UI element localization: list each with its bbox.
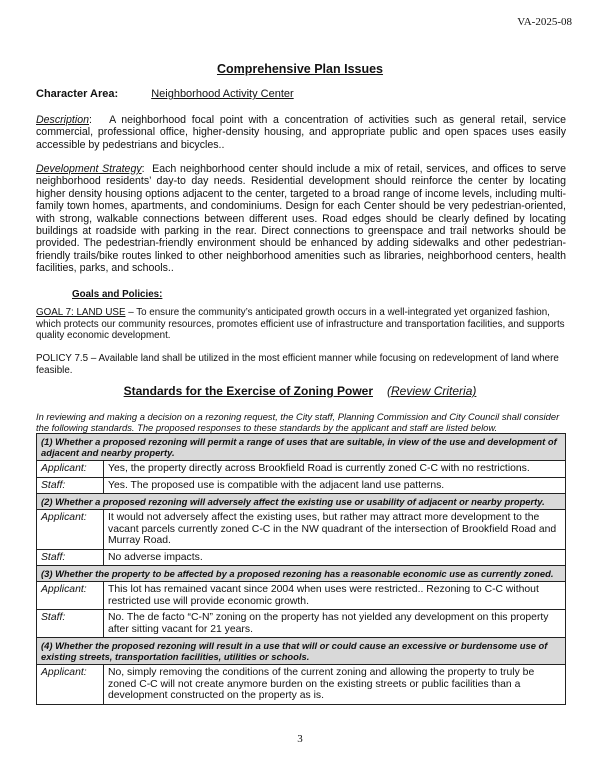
staff-label: Staff: [37, 477, 104, 494]
standards-subtitle: (Review Criteria) [387, 384, 477, 398]
description-label: Description [36, 114, 89, 126]
applicant-label: Applicant: [37, 510, 104, 550]
criteria-table [36, 433, 566, 705]
character-area-label: Character Area [36, 88, 115, 100]
applicant-response: It would not adversely affect the existing uses, but rather may attract more development to the vacant parcels currently zoned C-C in the NW quadrant of the intersection of Brookfield Road and Murray Road. [104, 510, 566, 550]
criterion-question: (3) Whether the property to be affected by a proposed rezoning has a reasonable economic use as currently zoned. [37, 566, 566, 582]
goal-label: GOAL 7: LAND USE [36, 307, 126, 318]
criterion-question: (1) Whether a proposed rezoning will permit a range of uses that are suitable, in view of the use and development of adjacent and nearby property. [37, 434, 566, 461]
description-text: A neighborhood focal point with a concentration of activities such as general retail, service commercial, professional office, higher-density housing, and appropriate public and open spaces uses easily accessible by pedestrians and bicycles.. [36, 114, 566, 151]
table-row [37, 582, 566, 610]
goal-text: – To ensure the community’s anticipated growth occurs in a well-integrated yet organized fashion, which protects our community resources, promotes efficient use of infrastructure and transportation facilities, and supports quality economic development. [36, 307, 565, 342]
staff-label: Staff: [37, 549, 104, 566]
staff-response: Yes. The proposed use is compatible with the adjacent land use patterns. [104, 477, 566, 494]
table-row [37, 665, 566, 705]
goal-paragraph [36, 307, 566, 342]
document-id: VA-2025-08 [517, 16, 572, 28]
table-row [37, 477, 566, 494]
description-paragraph: Description: A neighborhood focal point with a concentration of activities such as general retail, service commercial, professional office, higher-density housing, and appropriate public and open spaces uses easily accessible by pedestrians and bicycles.. [36, 114, 566, 151]
policy-paragraph: POLICY 7.5 – Available land shall be utilized in the most efficient manner while focusing on redevelopment of land where feasible. [36, 353, 559, 376]
standards-heading [0, 384, 600, 398]
staff-response: No. The de facto “C-N” zoning on the property has not yielded any development on this property after sitting vacant for 21 years. [104, 610, 566, 638]
strategy-paragraph: Development Strategy: Each neighborhood center should include a mix of retail, services, and offices to serve neighborhood residents’ day-to day needs. Residential development should reinforce the center by locating higher density housing options adjacent to the center, targeted to a broad range of income levels, including multi-family town homes, apartments, and condominiums. Design for each Center should be very pedestrian-oriented, with strong, walkable connections between different uses. Road edges should be clearly defined by locating buildings at roadside with parking in the rear. Direct connections to greenspace and trail networks should be provided. The pedestrian-friendly environment should be enhanced by adding sidewalks and other pedestrian-friendly trails/bike routes linked to other neighborhood amenities such as libraries, neighborhood centers, health facilities, parks, and schools.. [36, 163, 566, 275]
character-area: Character Area: Neighborhood Activity Center [36, 88, 294, 100]
criterion-question: (2) Whether a proposed rezoning will adversely affect the existing use or usability of adjacent or nearby property. [37, 494, 566, 510]
applicant-response: No, simply removing the conditions of the current zoning and allowing the property to truly be zoned C-C will not create anymore burden on the existing streets or public facilities than a development constructed on the property as is. [104, 665, 566, 705]
goals-heading: Goals and Policies: [72, 289, 163, 300]
applicant-label: Applicant: [37, 582, 104, 610]
applicant-response: This lot has remained vacant since 2004 when uses were restricted.. Rezoning to C-C without restricted use will provide economic growth. [104, 582, 566, 610]
strategy-text: Each neighborhood center should include a mix of retail, services, and offices to serve neighborhood residents’ day-to day needs. Residential development should reinforce the center by locating higher density housing options adjacent to the center, targeted to a broad range of income levels, including multi-family town homes, apartments, and condominiums. Design for each Center should be very pedestrian-oriented, with strong, walkable connections between different uses. Road edges should be clearly defined by locating buildings at roadside with parking in the rear. Direct connections to greenspace and trail networks should be provided. The pedestrian-friendly environment should be enhanced by adding sidewalks and other pedestrian-friendly trails/bike routes linked to other neighborhood amenities such as libraries, neighborhood centers, health facilities, parks, and schools.. [36, 163, 566, 275]
table-row [37, 461, 566, 478]
table-row [37, 510, 566, 550]
page-number: 3 [297, 733, 303, 745]
table-row [37, 610, 566, 638]
staff-label: Staff: [37, 610, 104, 638]
applicant-label: Applicant: [37, 665, 104, 705]
applicant-label: Applicant: [37, 461, 104, 478]
standards-intro: In reviewing and making a decision on a rezoning request, the City staff, Planning Commission and City Council shall consider the following standards. The proposed responses to these standards by the applicant and staff are listed below. [36, 411, 560, 433]
character-area-value: Neighborhood Activity Center [151, 88, 294, 100]
staff-response: No adverse impacts. [104, 549, 566, 566]
applicant-response: Yes, the property directly across Brookfield Road is currently zoned C-C with no restrictions. [104, 461, 566, 478]
page-heading: Comprehensive Plan Issues [216, 62, 384, 76]
table-row [37, 549, 566, 566]
standards-title: Standards for the Exercise of Zoning Power [123, 384, 374, 398]
strategy-label: Development Strategy [36, 163, 142, 175]
criterion-question: (4) Whether the proposed rezoning will result in a use that will or could cause an excessive or burdensome use of existing streets, transportation facilities, utilities or schools. [37, 638, 566, 665]
